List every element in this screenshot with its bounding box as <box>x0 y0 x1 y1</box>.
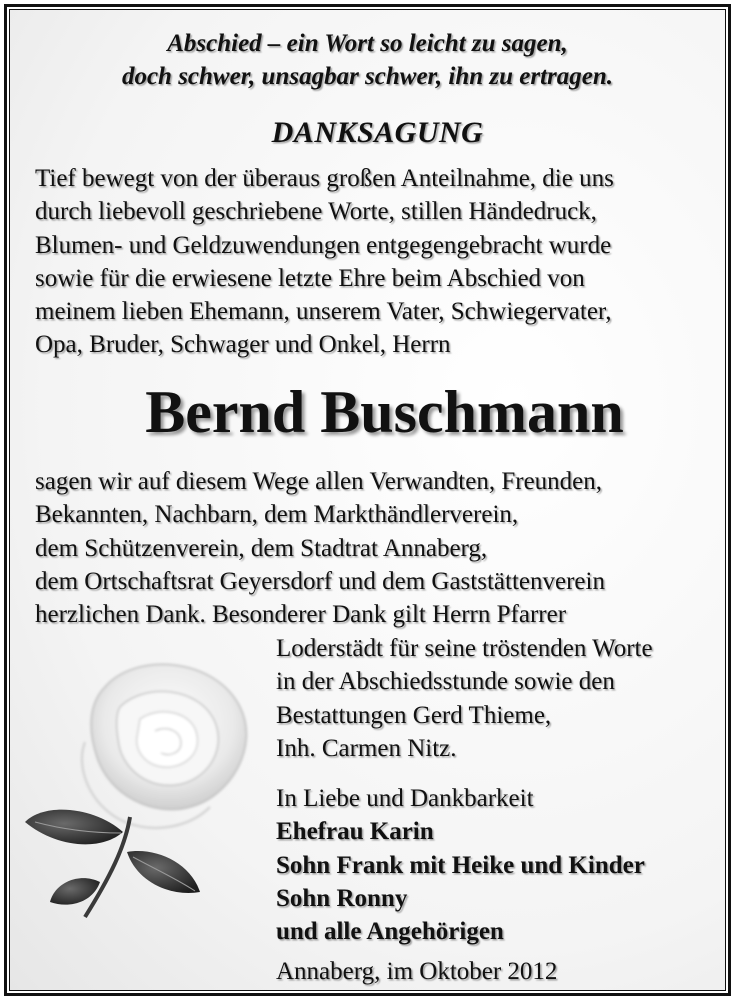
thanks-paragraph <box>35 465 725 631</box>
thanks-continued-line: Inh. Carmen Nitz. <box>276 734 457 762</box>
intro-line: durch liebevoll geschriebene Worte, stillen Händedruck, <box>35 198 597 226</box>
thanks-continued-line: Bestattungen Gerd Thieme, <box>276 701 552 729</box>
intro-line: sowie für die erwiesene letzte Ehre beim Abschied von <box>35 264 585 292</box>
intro-line: Tief bewegt von der überaus großen Anteilnahme, die uns <box>35 165 614 192</box>
intro-line: Opa, Bruder, Schwager und Onkel, Herrn <box>35 331 451 359</box>
place-date: Annaberg, im Oktober 2012 <box>276 958 558 985</box>
signatory: Sohn Frank mit Heike und Kinder <box>276 851 645 879</box>
intro-line: meinem lieben Ehemann, unserem Vater, Schwiegervater, <box>35 298 612 326</box>
motto-line-1: Abschied – ein Wort so leicht zu sagen, <box>167 30 568 57</box>
intro-paragraph <box>35 162 725 362</box>
signatory: und alle Angehörigen <box>276 918 504 946</box>
closing <box>276 782 726 948</box>
obituary-card <box>4 4 731 996</box>
thanks-line: herzlichen Dank. Besonderer Dank gilt Herrn Pfarrer <box>35 601 567 629</box>
intro-line: Blumen- und Geldzuwendungen entgegengebracht wurde <box>35 231 612 259</box>
thanks-continued-line: Loderstädt für seine tröstenden Worte <box>276 635 653 662</box>
heading: DANKSAGUNG <box>271 116 484 149</box>
thanks-continued <box>276 632 726 765</box>
thanks-line: sagen wir auf diesem Wege allen Verwandten, Freunden, <box>35 468 603 495</box>
thanks-line: dem Ortschaftsrat Geyersdorf und dem Gaststättenverein <box>35 567 605 595</box>
thanks-line: dem Schützenverein, dem Stadtrat Annaberg, <box>35 534 488 562</box>
signatory: Sohn Ronny <box>276 884 408 912</box>
signatory: Ehefrau Karin <box>276 818 434 846</box>
closing-greeting: In Liebe und Dankbarkeit <box>276 785 534 812</box>
motto-line-2: doch schwer, unsagbar schwer, ihn zu ertragen. <box>121 63 614 90</box>
deceased-name: Bernd Buschmann <box>145 379 624 445</box>
motto <box>7 27 728 93</box>
thanks-continued-line: in der Abschiedsstunde sowie den <box>276 668 615 696</box>
thanks-line: Bekannten, Nachbarn, dem Markthändlerverein, <box>35 501 519 529</box>
rose-image <box>15 647 275 947</box>
